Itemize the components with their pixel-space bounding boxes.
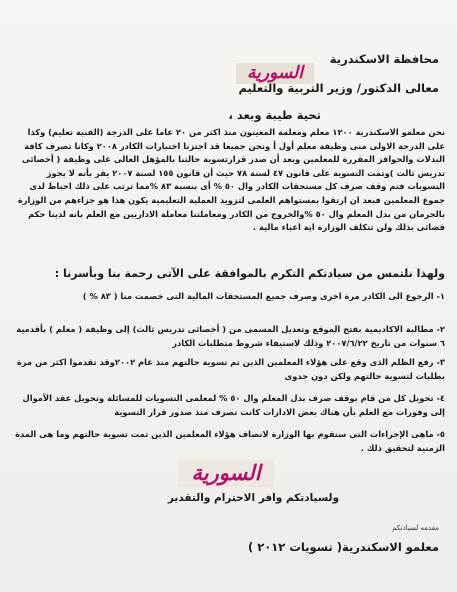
submitted-by-line: مقدمه لسيادتكم (392, 524, 439, 532)
watermark-logo-middle (178, 459, 274, 487)
watermark-logo-text: السورية (191, 460, 261, 485)
addressee-line: معالى الدكتور/ وزير التربية والتعليم (238, 81, 439, 95)
signature-line: معلمو الاسكندرية( تسويات ٢٠١٢ ) (247, 540, 439, 554)
request-item-3: ٣- رفع الظلم الذى وقع على هؤلاء المعلمين الذين تم تسوية حالتهم منذ عام ٢٠٠٢وقد تقدموا اكثر من مرة بطلبات لتسوية حالتهم ولكن دون جدوى (16, 357, 445, 381)
request-item-2: ٢- مطالبة الاكاديمية بفتح الموقع وتعديل المسمى من ( أخصائى تدريس ثالث) إلى وظيفة ( معلم ) بأقدمية ٦ سنوات من تاريخ ٢٠٠٧/٦/٢٢ وذلك لاستيفاء شروط متطلبات الكادر (16, 324, 445, 348)
request-item-1: ١- الرجوع الى الكادر مرة اخرى وصرف جميع المستحقات المالية التى خصمت منا ( ٨٣ % ) (82, 291, 445, 301)
request-item-5: ٥- ماهى الإجراءات التى ستقوم بها الوزارة لانصاف هؤلاء المعلمين الذين تمت تسوية حالتهم وما هى المدة الزمنية لتحقيق ذلك . (15, 429, 445, 453)
request-line: ولهذا نلتمس من سيادتكم التكرم بالموافقة على الآتى رحمة بنا وبأسرنا : (54, 267, 445, 280)
greeting-line: تحية طيبة وبعد ، (228, 108, 321, 122)
watermark-logo-text: السورية (247, 63, 303, 83)
governorate-heading: محافظة الاسكندرية (329, 52, 439, 66)
closing-line: ولسيادتكم وافر الاحترام والتقدير (167, 492, 339, 504)
main-paragraph: نحن معلمو الاسكندرية ١٢٠٠ معلم ومعلمة المعينون منذ اكثر من ٢٠ عاما على الدرجة (الفنية تعليم) وكذا على الدرجة الاولى منى وظيفة معلم أول أ ونحن جميعا قد اجتزنا اختبارات الكادر ٢٠٠٨ وكانا تصرف كافة البدلات والحوافز المقررة للمعلمين وبعد أن صدر قرارتسوية حالتنا بالمؤهل العالى على وظيفة ( أخصائى تدريس ثالث )وتمت التسوية على قانون ٤٧ لسنة ٧٨ حيث أن قانون ١٥٥ لسنة ٢٠٠٧ يقر بأنه لا يجوز التسويات فتم وقف صرف كل مستحقات الكادر وال ٥٠ % أى بنسبة ٨٣ %مما ترتب على ذلك احباط لدى جموع المعلمين فبعد ان ارتقوا بمستواهم العلمى لتزويد العملية التعليمية يكون هذا هو جزاءهم من الوزارة بالحرمان من بدل المعلم وال ٥٠ %والخروج من الكادر ومعاملتنا معاملة الاداريين مع العلم بانه لدينا حكم قضائى بذلك ولن تتكلف الوزارة اية اعباء مالية . (17, 127, 445, 233)
request-item-4: ٤- تحويل كل من قام بوقف صرف بدل المعلم وال ٥٠ % لمعلمى التسويات للمسائلة وتحويل عقد الأموال إلى وفورات مع العلم بأن هناك بعض الادارات كانت تصرف منذ صدور قرار التسوية (22, 393, 445, 417)
